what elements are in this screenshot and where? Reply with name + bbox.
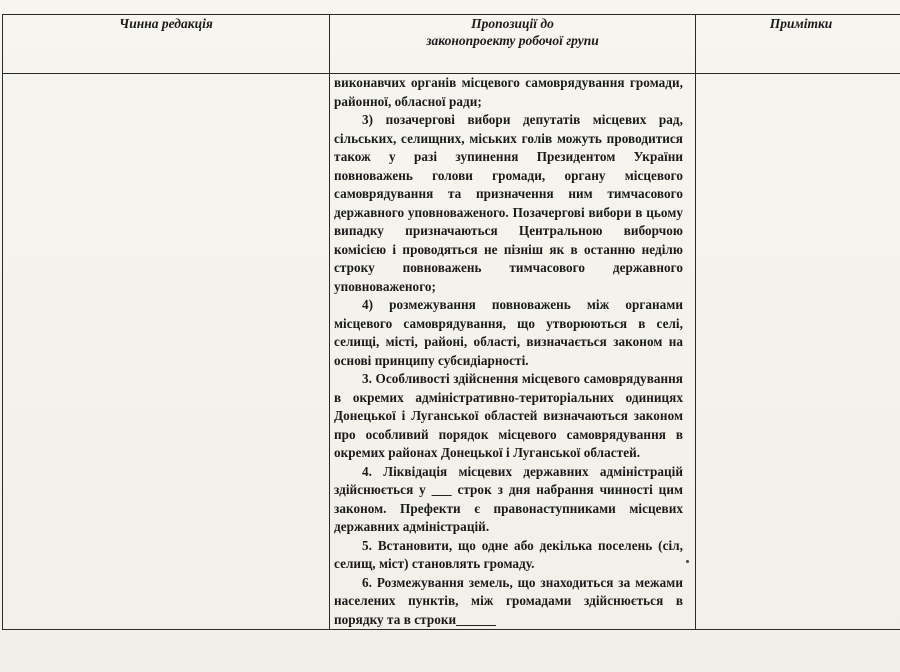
header-row bbox=[3, 15, 900, 74]
header-current-text: Чинна редакція bbox=[119, 16, 213, 31]
proposal-paragraph-1: виконавчих органів місцевого самоврядування громади, районної, обласної ради; bbox=[334, 75, 683, 109]
header-proposals-line1: Пропозиції до bbox=[471, 16, 554, 31]
header-current-edition bbox=[3, 15, 330, 74]
scan-speck bbox=[686, 560, 689, 563]
proposal-paragraph-6: 5. Встановити, що одне або декілька поселень (сіл, селищ, міст) становлять громаду. bbox=[334, 537, 683, 571]
proposal-paragraph-2: 3) позачергові вибори депутатів місцевих рад, сільських, селищних, міських голів можуть проводитися також у разі зупинення Президентом України повноважень голови громади, органу місцевого самоврядування та призначення ним тимчасового державного уповноваженого. Позачергові вибори в цьому випадку призначаються Центральною виборчою комісією і проводяться не пізніш як в останню неділю строку повноважень тимчасового державного уповноваженого; bbox=[334, 112, 683, 294]
proposal-paragraph-4: 3. Особливості здійснення місцевого самоврядування в окремих адміністративно-територіальних одиницях Донецької і Луганської областей визначаються законом про особливий порядок місцевого самоврядування в окремих районах Донецької і Луганської областей. bbox=[334, 371, 683, 460]
header-notes-text: Примітки bbox=[769, 16, 833, 31]
notes-cell bbox=[696, 74, 900, 630]
comparison-table bbox=[2, 14, 900, 630]
header-notes bbox=[696, 15, 900, 74]
body-row bbox=[3, 74, 900, 630]
header-proposals bbox=[330, 15, 696, 74]
proposal-paragraph-7: 6. Розмежування земель, що знаходиться за межами населених пунктів, між громадами здійснюється в порядку та в строки______ bbox=[334, 574, 683, 627]
current-edition-cell bbox=[3, 74, 330, 630]
header-proposals-line2: законопроекту робочої групи bbox=[426, 33, 599, 48]
proposal-paragraph-5: 4. Ліквідація місцевих державних адміністрацій здійснюється у ___ строк з дня набрання чинності цим законом. Префекти є правонаступниками місцевих державних адміністрацій. bbox=[334, 463, 683, 534]
proposals-cell bbox=[330, 74, 696, 630]
proposal-paragraph-3: 4) розмежування повноважень між органами місцевого самоврядування, що утворюються в селі, селищі, місті, районі, області, визначається законом на основі принципу субсидіарності. bbox=[334, 297, 683, 368]
